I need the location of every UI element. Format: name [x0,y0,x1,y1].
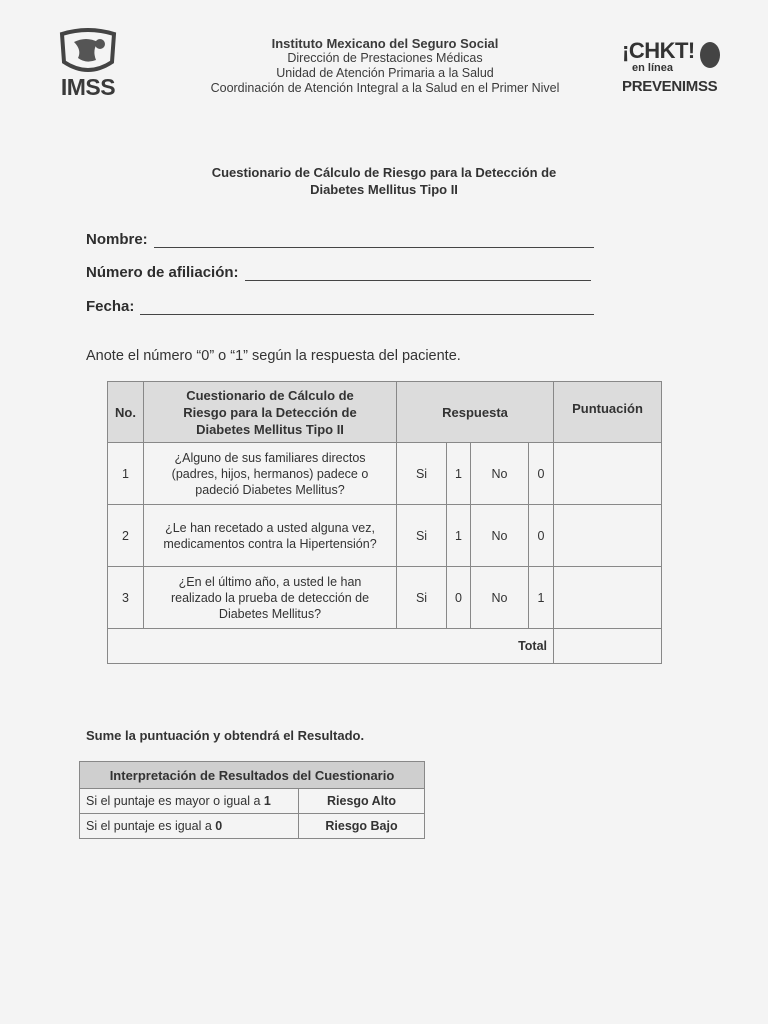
imss-logo-text: IMSS [60,74,116,100]
prevenimss-logo-top: ¡CHKT! [622,38,695,63]
imss-emblem-icon [56,28,120,76]
header-q-line-3: Diabetes Mellitus Tipo II [196,421,344,437]
total-label: Total [108,629,554,664]
nombre-line[interactable] [154,233,594,248]
fecha-field [86,298,594,315]
header-q-line-1: Cuestionario de Cálculo de [186,387,354,403]
score-cell[interactable] [554,505,662,567]
question-line: ¿Alguno de sus familiares directos [174,450,366,465]
answer-no-value: 0 [529,505,554,567]
result-cell: Riesgo Alto [299,789,425,814]
table-row [108,443,662,505]
question-line: medicamentos contra la Hipertensión? [163,536,377,551]
answer-si[interactable]: Si [397,505,447,567]
answer-no-value: 0 [529,443,554,505]
document-title [160,164,608,198]
row-number: 1 [108,443,144,505]
question-line: ¿Le han recetado a usted alguna vez, [165,520,375,535]
title-line-2: Diabetes Mellitus Tipo II [310,182,458,197]
header-puntuacion: Puntuación [554,382,662,443]
institution-header [170,36,600,96]
row-number: 3 [108,567,144,629]
table-row [108,567,662,629]
answer-no[interactable]: No [471,443,529,505]
nombre-field [86,231,594,248]
header-line-3: Unidad de Atención Primaria a la Salud [276,66,494,80]
title-line-1: Cuestionario de Cálculo de Riesgo para la Detección de [211,165,557,180]
header-line-1: Instituto Mexicano del Seguro Social [271,36,499,51]
answer-si-value: 0 [447,567,471,629]
row-number: 2 [108,505,144,567]
fecha-line[interactable] [140,300,594,315]
interpretation-header: Interpretación de Resultados del Cuestionario [80,762,425,789]
condition-value: 1 [263,794,271,808]
header-q-line-2: Riesgo para la Detección de [183,404,357,420]
smiley-icon [700,42,720,68]
table-row [80,789,425,814]
instruction-text: Anote el número “0” o “1” según la respuesta del paciente. [86,348,461,364]
afiliacion-label: Número de afiliación: [86,264,239,281]
header-line-4: Coordinación de Atención Integral a la Salud en el Primer Nivel [210,81,560,95]
question-line: ¿En el último año, a usted le han [178,574,362,589]
question-line: (padres, hijos, hermanos) padece o [171,466,369,481]
prevenimss-logo [622,40,722,100]
question-line: realizado la prueba de detección de [170,590,370,605]
fecha-label: Fecha: [86,298,135,315]
answer-no[interactable]: No [471,505,529,567]
sum-instruction: Sume la puntuación y obtendrá el Resultado. [86,728,365,743]
condition-value: 0 [215,819,223,833]
answer-no-value: 1 [529,567,554,629]
question-line: padeció Diabetes Mellitus? [195,482,345,497]
header-respuesta: Respuesta [397,382,554,443]
imss-logo [56,28,120,100]
row-question [144,505,397,567]
row-question [144,567,397,629]
total-cell[interactable] [554,629,662,664]
prevenimss-logo-bottom: PREVENIMSS [622,78,718,95]
header-questionnaire [144,382,397,443]
condition-text: Si el puntaje es mayor o igual a [86,794,264,808]
questionnaire-table [107,381,662,664]
condition-text: Si el puntaje es igual a [86,819,216,833]
condition-cell [80,789,299,814]
interpretation-table [79,761,425,839]
answer-si[interactable]: Si [397,567,447,629]
answer-si[interactable]: Si [397,443,447,505]
header-line-2: Dirección de Prestaciones Médicas [287,51,483,65]
table-row [108,505,662,567]
afiliacion-field [86,264,591,281]
score-cell[interactable] [554,443,662,505]
table-row [80,814,425,839]
answer-si-value: 1 [447,443,471,505]
row-question [144,443,397,505]
prevenimss-logo-middle: en línea [632,62,673,74]
nombre-label: Nombre: [86,231,148,248]
result-cell: Riesgo Bajo [299,814,425,839]
score-cell[interactable] [554,567,662,629]
condition-cell [80,814,299,839]
header-no: No. [108,382,144,443]
afiliacion-line[interactable] [245,266,591,281]
answer-si-value: 1 [447,505,471,567]
answer-no[interactable]: No [471,567,529,629]
question-line: Diabetes Mellitus? [218,606,322,621]
